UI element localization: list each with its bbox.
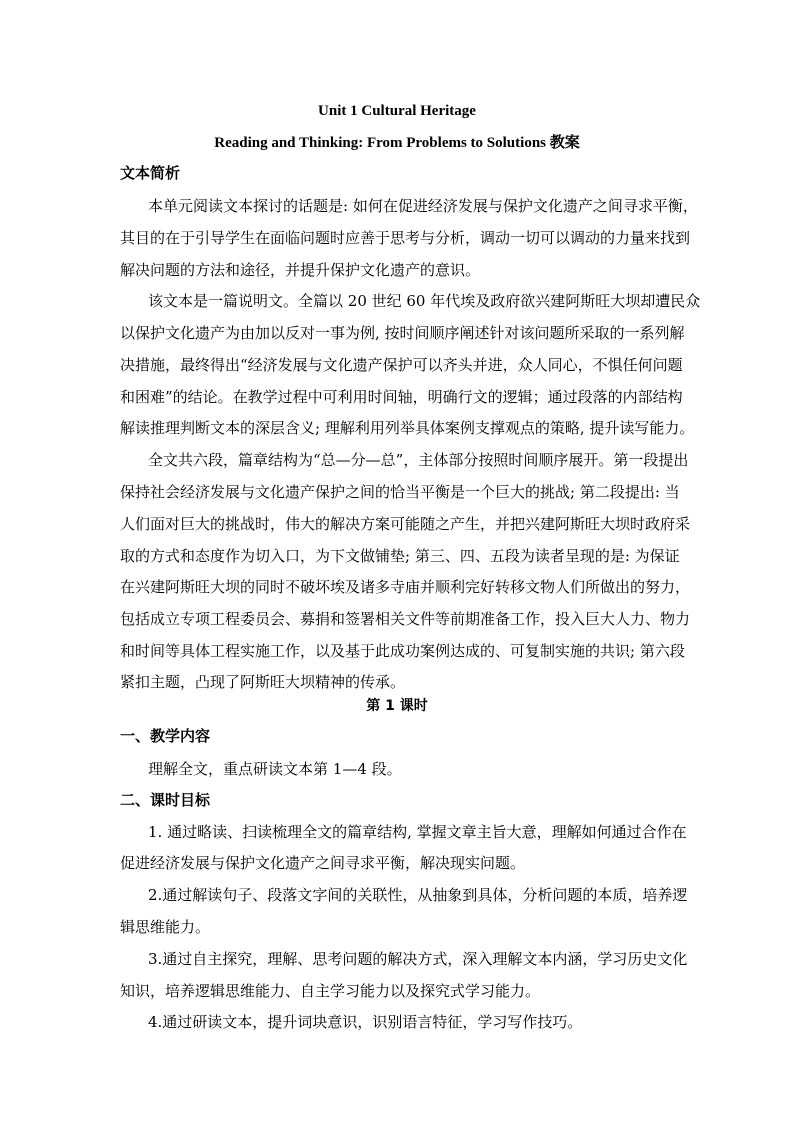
analysis-p3-line-5: 在兴建阿斯旺大坝的同时不破坏埃及诸多寺庙并顺利完好转移文物人们所做出的努力， [120, 578, 691, 596]
goal-3-line-1: 3.通过自主探究，理解、思考问题的解决方式，深入理解文本内涵，学习历史文化 [148, 950, 688, 968]
analysis-p3-line-8: 紧扣主题，凸现了阿斯旺大坝精神的传承。 [120, 673, 406, 691]
analysis-p3-line-2: 保持社会经济发展与文化遗产保护之间的恰当平衡是一个巨大的挑战; 第二段提出: 当 [120, 483, 680, 501]
goal-2-line-1: 2.通过解读句子、段落文字间的关联性，从抽象到具体，分析问题的本质，培养逻 [148, 886, 688, 904]
analysis-p1-line-1: 本单元阅读文本探讨的话题是: 如何在促进经济发展与保护文化遗产之间寻求平衡， [148, 197, 698, 215]
analysis-p3-line-3: 人们面对巨大的挑战时，伟大的解决方案可能随之产生，并把兴建阿斯旺大坝时政府采 [120, 515, 691, 533]
section-heading-analysis: 文本简析 [120, 164, 181, 182]
section-heading-goals: 二、课时目标 [120, 791, 211, 809]
analysis-p1-line-3: 解决问题的方法和途径，并提升保护文化遗产的意识。 [120, 261, 481, 279]
analysis-p3-line-4: 取的方式和态度作为切入口，为下文做铺垫; 第三、四、五段为读者呈现的是: 为保证 [120, 547, 680, 565]
analysis-p2-line-1: 该文本是一篇说明文。全篇以 20 世纪 60 年代埃及政府欲兴建阿斯旺大坝却遭民众 [148, 292, 701, 310]
analysis-p3-line-7: 和时间等具体工程实施工作，以及基于此成功案例达成的、可复制实施的共识; 第六段 [120, 642, 685, 660]
unit-title: Unit 1 Cultural Heritage [318, 103, 476, 119]
analysis-p3-line-1: 全文共六段，篇章结构为“总—分—总”，主体部分按照时间顺序展开。第一段提出 [148, 451, 689, 469]
analysis-p1-line-2: 其目的在于引导学生在面临问题时应善于思考与分析，调动一切可以调动的力量来找到 [120, 229, 691, 247]
analysis-p3-line-6: 包括成立专项工程委员会、募捐和签署相关文件等前期准备工作，投入巨大人力、物力 [120, 610, 691, 628]
goal-1-line-2: 促进经济发展与保护文化遗产之间寻求平衡，解决现实问题。 [120, 854, 526, 872]
goal-3-line-2: 知识，培养逻辑思维能力、自主学习能力以及探究式学习能力。 [120, 982, 541, 1000]
content-text: 理解全文，重点研读文本第 1—4 段。 [148, 760, 402, 778]
analysis-p2-line-4: 和困难”的结论。在教学过程中可利用时间轴，明确行文的逻辑；通过段落的内部结构 [120, 388, 683, 406]
analysis-p2-line-3: 决措施，最终得出“经济发展与文化遗产保护可以齐头并进，众人同心，不惧任何问题 [120, 356, 683, 374]
analysis-p2-line-5: 解读推理判断文本的深层含义; 理解利用列举具体案例支撑观点的策略, 提升读写能力。 [120, 419, 695, 437]
goal-2-line-2: 辑思维能力。 [120, 918, 211, 936]
analysis-p2-line-2: 以保护文化遗产为由加以反对一事为例, 按时间顺序阐述针对该问题所采取的一系列解 [120, 324, 685, 342]
goal-4-line-1: 4.通过研读文本，提升词块意识，识别语言特征，学习写作技巧。 [148, 1013, 583, 1031]
lesson-period-heading: 第 1 课时 [366, 698, 428, 714]
lesson-title: Reading and Thinking: From Problems to Solutions 教案 [214, 135, 580, 151]
section-heading-content: 一、教学内容 [120, 727, 211, 745]
goal-1-line-1: 1. 通过略读、扫读梳理全文的篇章结构, 掌握文章主旨大意，理解如何通过合作在 [148, 823, 687, 841]
